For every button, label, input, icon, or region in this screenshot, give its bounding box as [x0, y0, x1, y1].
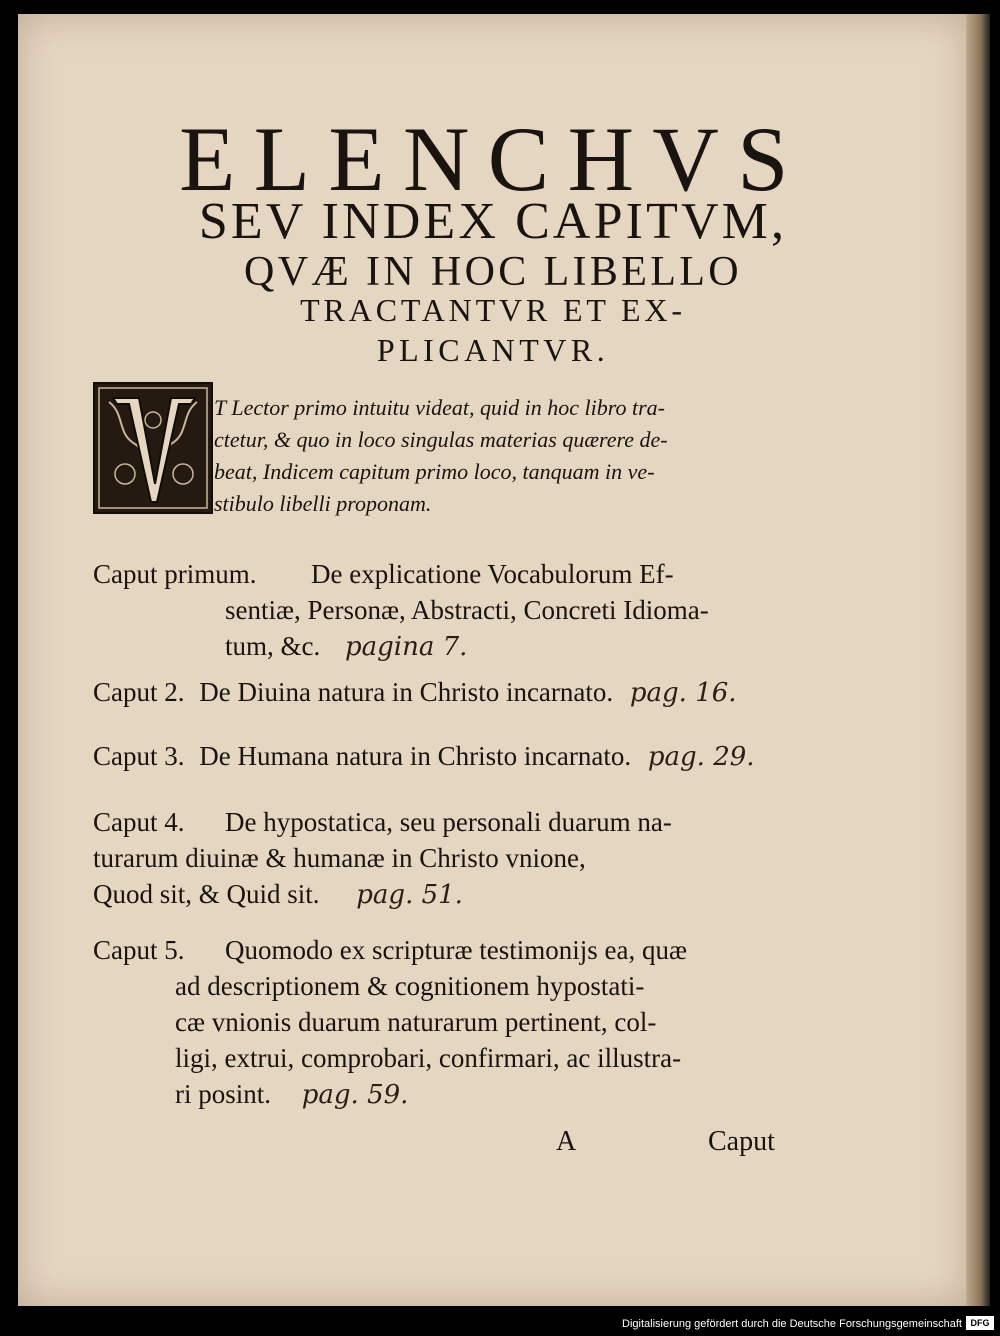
handwritten-page-note: pag. 51. [356, 880, 463, 910]
catchword: Caput [708, 1126, 775, 1157]
chapter-text-line: De hypostatica, seu personali duarum na- [225, 807, 672, 837]
chapter-text-line: cæ vnionis duarum naturarum pertinent, col- [175, 1007, 657, 1037]
chapter-text-line: sentiæ, Personæ, Abstracti, Concreti Idioma- [225, 595, 709, 625]
title-line-4: TRACTANTVR ET EX- [300, 292, 686, 328]
title-line-1: ELENCHVS [179, 108, 807, 210]
chapter-label: Caput 4. [93, 807, 185, 837]
chapter-entry-3 [93, 738, 813, 775]
dfg-logo-icon: DFG [966, 1316, 994, 1330]
intro-line: ctetur, & quo in loco singulas materias quærere de- [214, 427, 668, 452]
chapter-text-line: De Humana natura in Christo incarnato. [199, 741, 632, 771]
chapter-label: Caput 3. [93, 741, 185, 771]
chapter-text-line: ad descriptionem & cognitionem hypostati- [175, 971, 645, 1001]
title-line-3: QVÆ IN HOC LIBELLO [244, 249, 742, 295]
chapter-entry-5 [93, 932, 813, 1113]
chapter-entry-4 [93, 804, 813, 913]
handwritten-page-note: pagina 7. [345, 632, 468, 662]
chapter-label: Caput 5. [93, 935, 185, 965]
chapter-text-line: Quod sit, & Quid sit. [93, 879, 320, 909]
chapter-text-line: De Diuina natura in Christo incarnato. [199, 677, 614, 707]
title-line-5: PLICANTVR. [376, 332, 610, 368]
handwritten-page-note: pag. 29. [647, 742, 755, 772]
digitization-credit: Digitalisierung gefördert durch die Deutsche Forschungsgemeinschaft [622, 1318, 962, 1330]
chapter-label: Caput 2. [93, 677, 185, 707]
title-line-2: SEV INDEX CAPITVM, [198, 193, 788, 250]
intro-paragraph [214, 392, 814, 520]
chapter-entry-1 [93, 556, 813, 665]
chapter-text-line: tum, &c. [225, 631, 321, 661]
chapter-text-line: ligi, extrui, comprobari, confirmari, ac illustra- [175, 1043, 682, 1073]
decorated-initial-v-icon [93, 382, 213, 514]
chapter-label: Caput primum. [93, 559, 257, 589]
chapter-text-line: De explicatione Vocabulorum Ef- [311, 559, 674, 589]
handwritten-page-note: pag. 16. [629, 678, 737, 708]
signature-mark: A [556, 1126, 577, 1157]
book-page [18, 14, 968, 1306]
chapter-text-line: turarum diuinæ & humanæ in Christo vnione, [93, 843, 586, 873]
chapter-text-line: Quomodo ex scripturæ testimonijs ea, quæ [225, 935, 687, 965]
handwritten-page-note: pag. 59. [301, 1080, 409, 1110]
intro-line: T Lector primo intuitu videat, quid in hoc libro tra- [214, 395, 665, 420]
page-edge [966, 14, 990, 1306]
chapter-entry-2 [93, 674, 813, 711]
intro-line: beat, Indicem capitum primo loco, tanquam in ve- [214, 459, 655, 484]
intro-line: stibulo libelli proponam. [214, 491, 432, 516]
chapter-text-line: ri posint. [175, 1079, 272, 1109]
